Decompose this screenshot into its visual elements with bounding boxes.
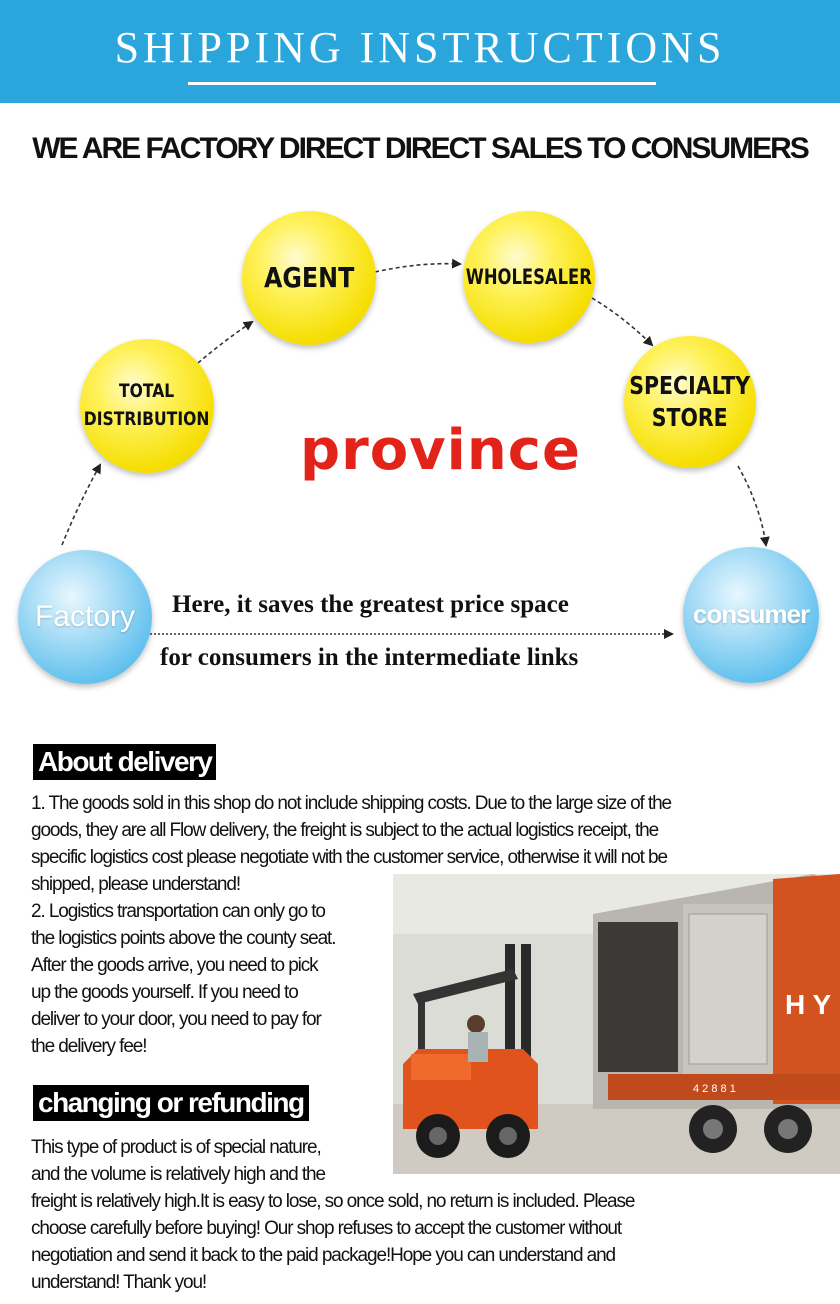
specialty-label: SPECIALTY	[629, 370, 751, 400]
page-title: SHIPPING INSTRUCTIONS	[114, 23, 726, 72]
consumer-label: consumer	[692, 599, 810, 630]
province-label: province	[300, 418, 581, 483]
delivery-line: deliver to your door, you need to pay for	[31, 1009, 321, 1030]
store-label: STORE	[652, 403, 728, 432]
container-letters: H Y	[785, 989, 832, 1020]
changing-or-refunding-heading: changing or refunding	[33, 1085, 309, 1121]
about-delivery-heading: About delivery	[33, 744, 216, 780]
delivery-line: the delivery fee!	[31, 1036, 147, 1057]
specialty-store-circle	[624, 336, 756, 468]
arrow-total-to-agent	[198, 322, 252, 363]
arrow-specialty-to-consumer	[738, 466, 766, 545]
distribution-label: DISTRIBUTION	[84, 408, 210, 430]
factory-circle	[18, 550, 152, 684]
delivery-line: the logistics points above the county seat.	[31, 928, 336, 949]
refund-line: freight is relatively high.It is easy to lose, so once sold, no return is included. Please	[31, 1191, 635, 1212]
delivery-line: specific logistics cost please negotiate with the customer service, otherwise it will not be	[31, 847, 667, 868]
factory-label: Factory	[34, 600, 136, 634]
total-label: TOTAL	[119, 380, 175, 403]
saving-text-line-1: Here, it saves the greatest price space	[172, 591, 569, 618]
agent-circle	[242, 211, 376, 345]
refund-line: understand! Thank you!	[31, 1272, 207, 1293]
refund-line: negotiation and send it back to the paid package!Hope you can understand and	[31, 1245, 616, 1266]
forklift-illustration	[393, 874, 840, 1174]
agent-label: AGENT	[263, 261, 355, 295]
delivery-line: After the goods arrive, you need to pick	[31, 955, 318, 976]
forklift-loading-container-photo	[393, 874, 840, 1174]
arrow-factory-to-total	[62, 465, 100, 545]
factory-direct-headline: WE ARE FACTORY DIRECT DIRECT SALES TO CONSUMERS	[32, 132, 808, 165]
delivery-line: 1. The goods sold in this shop do not include shipping costs. Due to the large size of the	[31, 793, 672, 814]
consumer-circle	[683, 547, 819, 683]
container-code: 4 2 8 8 1	[693, 1083, 736, 1095]
total-distribution-circle	[80, 339, 214, 473]
arrow-wholesaler-to-specialty	[592, 298, 652, 345]
arrow-agent-to-wholesaler	[375, 264, 460, 272]
delivery-line: shipped, please understand!	[31, 874, 241, 895]
wholesaler-circle	[463, 211, 595, 343]
saving-text-line-2: for consumers in the intermediate links	[160, 644, 579, 671]
delivery-line: 2. Logistics transportation can only go to	[31, 901, 325, 922]
delivery-line: goods, they are all Flow delivery, the freight is subject to the actual logistics receipt, the	[31, 820, 659, 841]
refund-line: and the volume is relatively high and the	[31, 1164, 325, 1185]
refund-line: choose carefully before buying! Our shop refuses to accept the customer without	[31, 1218, 622, 1239]
delivery-line: up the goods yourself. If you need to	[31, 982, 298, 1003]
wholesaler-label: WHOLESALER	[465, 264, 593, 289]
refund-line: This type of product is of special nature,	[31, 1137, 321, 1158]
